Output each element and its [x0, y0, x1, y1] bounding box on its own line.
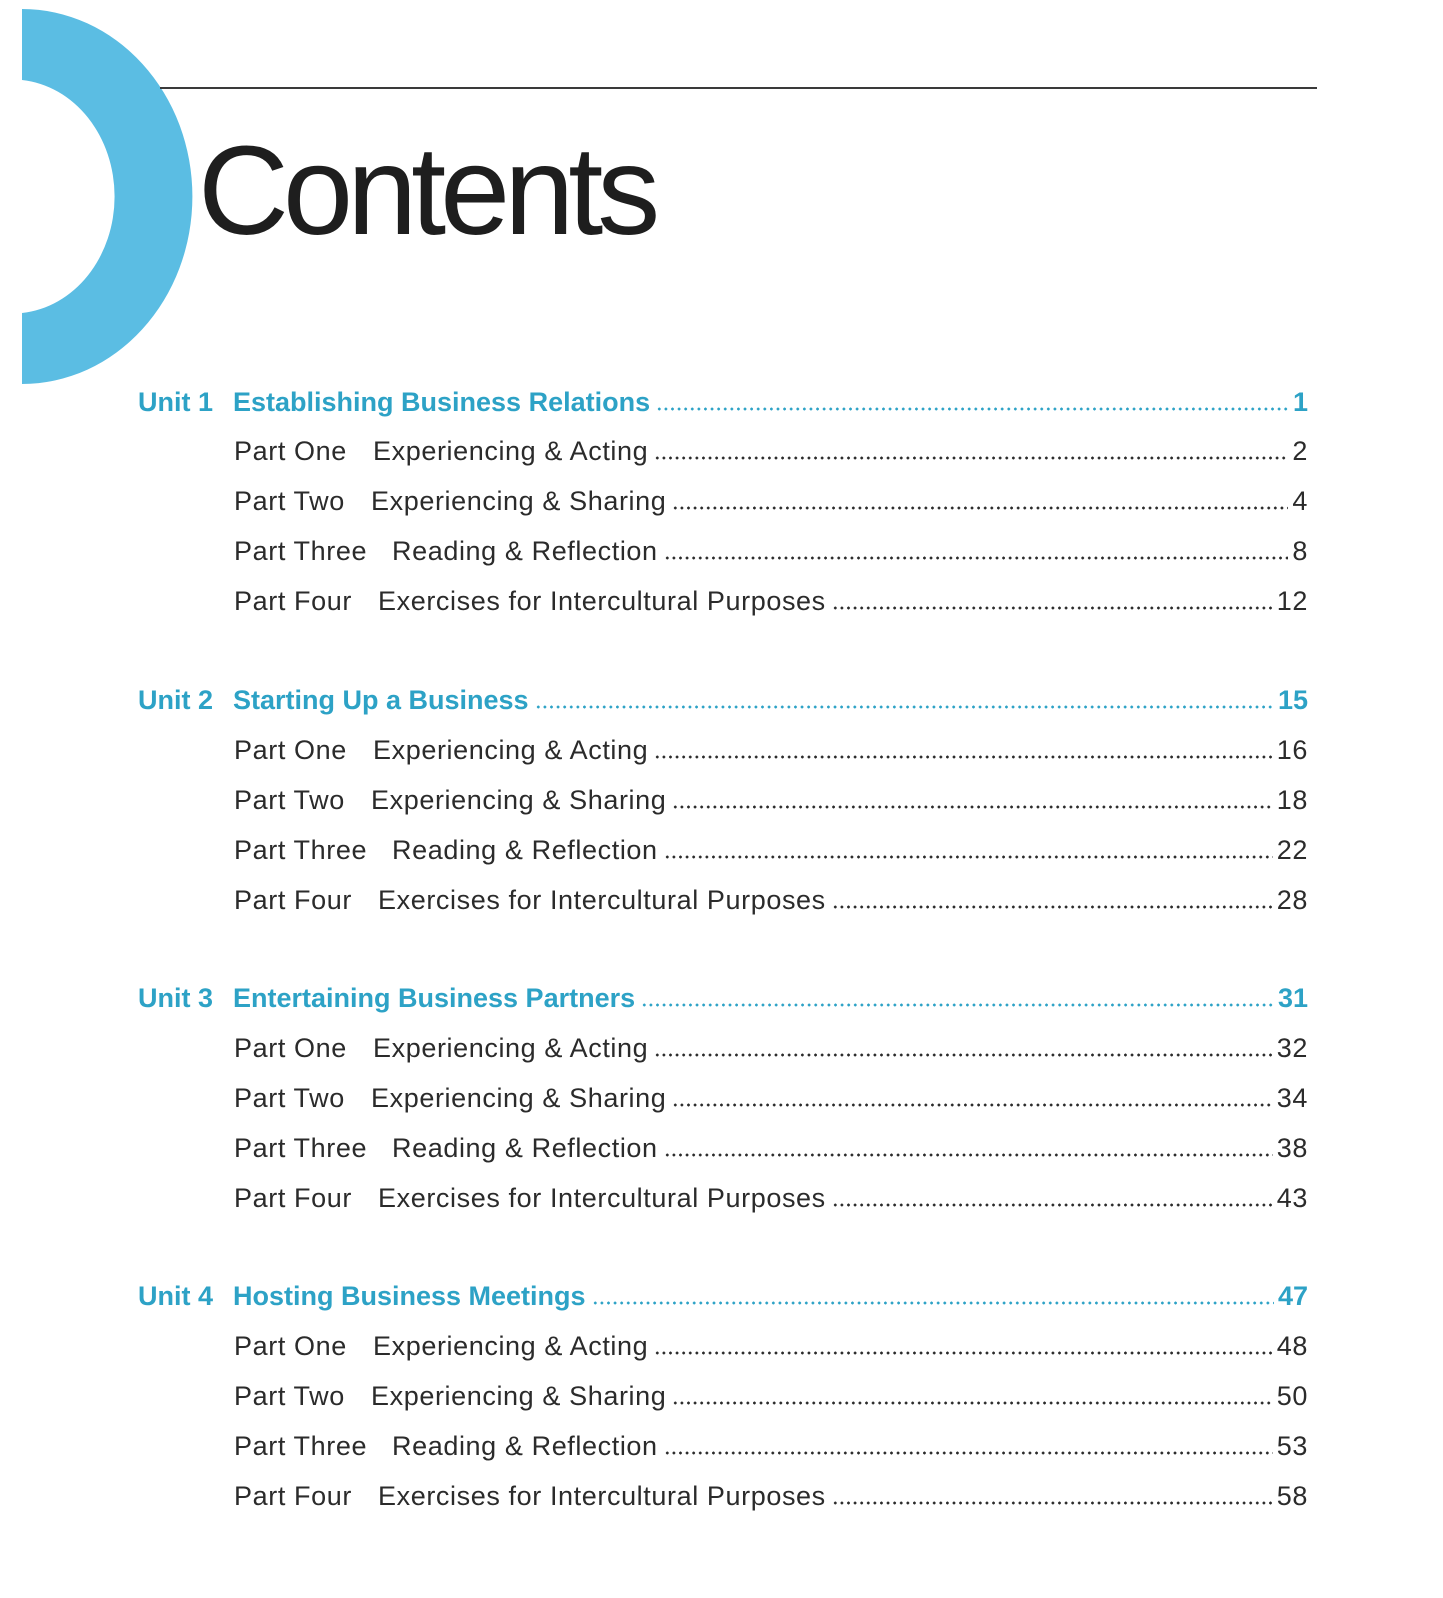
part-page-number: 28	[1276, 885, 1308, 915]
toc-part-entry[interactable]	[234, 876, 1308, 916]
part-title: Reading & Reflection	[392, 1431, 658, 1461]
unit-number: Unit 3	[138, 983, 214, 1013]
toc-part-entry[interactable]	[234, 826, 1308, 866]
part-page-number: 8	[1292, 536, 1308, 566]
part-label: Part Four	[234, 1481, 352, 1511]
table-of-contents	[138, 0, 1308, 1598]
part-page-number: 34	[1276, 1083, 1308, 1113]
part-label: Part One	[234, 436, 347, 466]
unit-number: Unit 2	[138, 685, 214, 715]
part-page-number: 38	[1276, 1133, 1308, 1163]
toc-part-entry[interactable]	[234, 477, 1308, 517]
toc-part-entry[interactable]	[234, 726, 1308, 766]
toc-unit-entry[interactable]	[138, 1272, 1308, 1312]
toc-part-entry[interactable]	[234, 1024, 1308, 1064]
toc-part-entry[interactable]	[234, 776, 1308, 816]
part-page-number: 43	[1276, 1183, 1308, 1213]
unit-page-number: 47	[1277, 1281, 1308, 1311]
dot-leader	[832, 1500, 1273, 1506]
dot-leader	[654, 455, 1288, 461]
unit-title: Establishing Business Relations	[233, 387, 651, 417]
part-title: Reading & Reflection	[392, 835, 658, 865]
part-label: Part Three	[234, 835, 368, 865]
part-label: Part Two	[234, 1083, 345, 1113]
unit-title: Hosting Business Meetings	[233, 1281, 586, 1311]
unit-page-number: 1	[1292, 387, 1308, 417]
part-page-number: 32	[1276, 1033, 1308, 1063]
toc-part-entry[interactable]	[234, 1322, 1308, 1362]
part-title: Reading & Reflection	[392, 1133, 658, 1163]
dot-leader	[656, 406, 1289, 412]
part-page-number: 12	[1276, 586, 1308, 616]
dot-leader	[592, 1300, 1274, 1306]
toc-unit-entry[interactable]	[138, 378, 1308, 418]
part-title: Exercises for Intercultural Purposes	[378, 1481, 826, 1511]
part-page-number: 22	[1276, 835, 1308, 865]
dot-leader	[664, 555, 1289, 561]
unit-number: Unit 1	[138, 387, 214, 417]
part-title: Exercises for Intercultural Purposes	[378, 586, 826, 616]
part-label: Part Three	[234, 536, 368, 566]
toc-part-entry[interactable]	[234, 1174, 1308, 1214]
toc-unit-entry[interactable]	[138, 676, 1308, 716]
dot-leader	[664, 1450, 1273, 1456]
part-page-number: 4	[1292, 486, 1308, 516]
part-page-number: 53	[1276, 1431, 1308, 1461]
dot-leader	[672, 804, 1272, 810]
dot-leader	[672, 1102, 1272, 1108]
toc-part-entry[interactable]	[234, 427, 1308, 467]
dot-leader	[832, 904, 1273, 910]
part-label: Part Three	[234, 1431, 368, 1461]
dot-leader	[641, 1002, 1274, 1008]
toc-unit-entry[interactable]	[138, 974, 1308, 1014]
part-label: Part Two	[234, 486, 345, 516]
part-label: Part Two	[234, 1381, 345, 1411]
part-title: Experiencing & Sharing	[371, 486, 667, 516]
dot-leader	[654, 754, 1273, 760]
part-label: Part One	[234, 1331, 347, 1361]
dot-leader	[664, 854, 1273, 860]
toc-part-entry[interactable]	[234, 1472, 1308, 1512]
page-title: Contents	[198, 120, 655, 261]
part-title: Experiencing & Acting	[373, 735, 649, 765]
part-page-number: 48	[1276, 1331, 1308, 1361]
part-title: Experiencing & Acting	[373, 436, 649, 466]
part-title: Experiencing & Acting	[373, 1331, 649, 1361]
part-title: Experiencing & Sharing	[371, 1083, 667, 1113]
dot-leader	[654, 1052, 1273, 1058]
unit-page-number: 31	[1277, 983, 1308, 1013]
dot-leader	[535, 704, 1274, 710]
toc-part-entry[interactable]	[234, 577, 1308, 617]
dot-leader	[672, 1400, 1272, 1406]
part-page-number: 16	[1276, 735, 1308, 765]
part-label: Part Four	[234, 1183, 352, 1213]
toc-part-entry[interactable]	[234, 1124, 1308, 1164]
unit-title: Starting Up a Business	[233, 685, 529, 715]
part-label: Part One	[234, 1033, 347, 1063]
part-title: Exercises for Intercultural Purposes	[378, 885, 826, 915]
part-label: Part Two	[234, 785, 345, 815]
part-page-number: 2	[1292, 436, 1308, 466]
part-title: Experiencing & Sharing	[371, 785, 667, 815]
part-page-number: 58	[1276, 1481, 1308, 1511]
dot-leader	[832, 1202, 1273, 1208]
dot-leader	[832, 605, 1273, 611]
toc-part-entry[interactable]	[234, 1074, 1308, 1114]
part-label: Part Four	[234, 586, 352, 616]
unit-title: Entertaining Business Partners	[233, 983, 636, 1013]
part-label: Part One	[234, 735, 347, 765]
part-title: Experiencing & Acting	[373, 1033, 649, 1063]
dot-leader	[672, 505, 1288, 511]
part-page-number: 50	[1276, 1381, 1308, 1411]
dot-leader	[664, 1152, 1273, 1158]
toc-part-entry[interactable]	[234, 1422, 1308, 1462]
part-label: Part Four	[234, 885, 352, 915]
part-page-number: 18	[1276, 785, 1308, 815]
part-label: Part Three	[234, 1133, 368, 1163]
part-title: Experiencing & Sharing	[371, 1381, 667, 1411]
unit-page-number: 15	[1277, 685, 1308, 715]
part-title: Reading & Reflection	[392, 536, 658, 566]
unit-number: Unit 4	[138, 1281, 214, 1311]
part-title: Exercises for Intercultural Purposes	[378, 1183, 826, 1213]
toc-part-entry[interactable]	[234, 527, 1308, 567]
toc-part-entry[interactable]	[234, 1372, 1308, 1412]
dot-leader	[654, 1350, 1273, 1356]
